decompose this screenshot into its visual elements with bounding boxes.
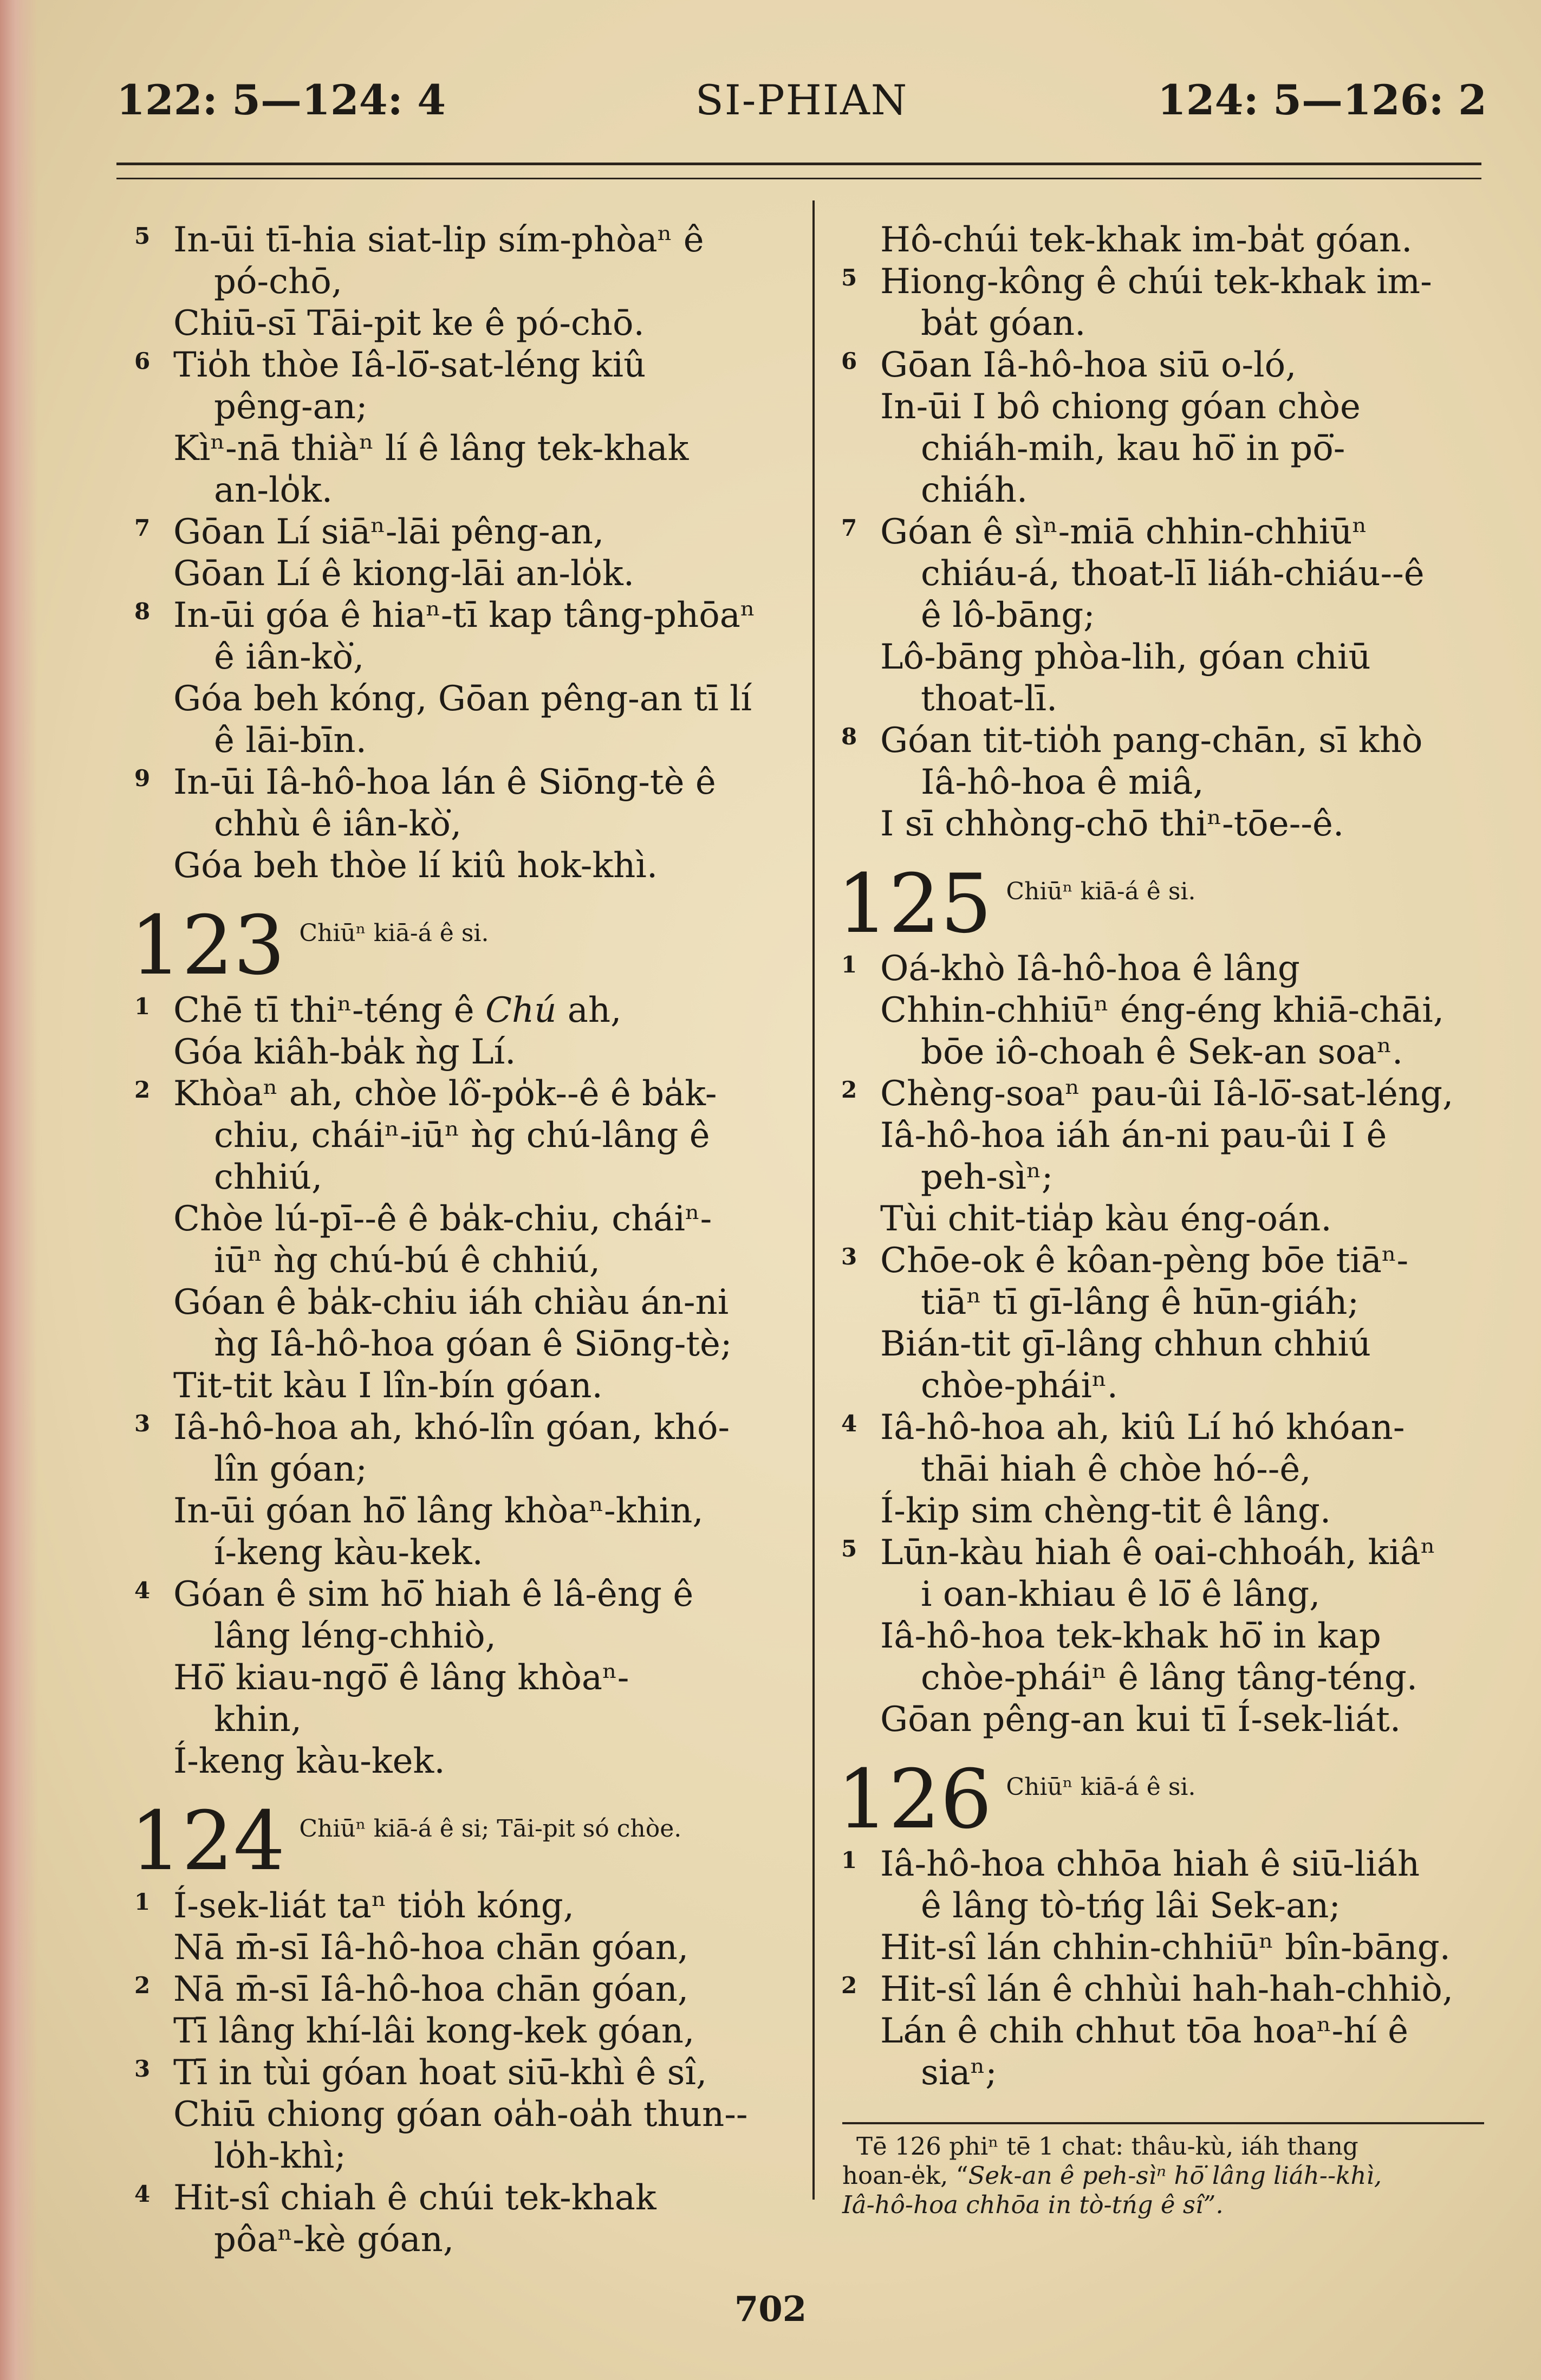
verse-line: pôaⁿ-kè góan, — [214, 2220, 454, 2260]
verse-line: chiáh-mih, kau hō͘ in pō͘- — [921, 429, 1345, 469]
verse-line: chhù ê iân-kò͘, — [214, 804, 462, 844]
verse-line: i oan-khiau ê lō͘ ê lâng, — [921, 1574, 1321, 1614]
verse-number: 7 — [841, 515, 857, 541]
verse-number: 2 — [134, 1972, 151, 1999]
footnote-text-italic: Sek-an ê peh-sìⁿ hō͘ lâng liáh--khì, — [968, 2161, 1382, 2190]
page-header — [116, 76, 1487, 135]
psalm-number: 123 — [130, 899, 285, 993]
verse-line: Góa beh thòe lí kiû hok-khì. — [173, 846, 658, 886]
verse — [831, 1969, 1498, 2094]
verse-line: Góa beh kóng, Gōan pêng-an tī lí — [173, 679, 752, 719]
verse-line: lâng léng-chhiò, — [214, 1616, 496, 1656]
verse-line: Tio̍h thòe Iâ-lō͘-sat-léng kiû — [173, 345, 646, 385]
verse-number: 3 — [134, 2055, 151, 2082]
verse-line: chhiú, — [214, 1157, 323, 1197]
verse-line: chòe-pháiⁿ ê lâng tâng-téng. — [921, 1658, 1418, 1698]
psalm-heading — [125, 1794, 794, 1889]
verse-line: Í-sek-liát taⁿ tio̍h kóng, — [173, 1886, 575, 1926]
verse-text-italic: Chú — [485, 990, 557, 1030]
verse-line: an-lo̍k. — [214, 470, 333, 510]
footnote-text: hoan-e̍k, “ — [842, 2161, 968, 2190]
psalm-heading — [831, 1753, 1498, 1847]
verse — [125, 1574, 794, 1782]
verse — [125, 2052, 794, 2177]
verse-number: 6 — [841, 348, 857, 374]
verse-line: lîn góan; — [214, 1449, 367, 1489]
right-column — [831, 219, 1498, 2220]
verse-line: Nā m̄-sī Iâ-hô-hoa chān góan, — [173, 1928, 689, 1968]
verse — [831, 1073, 1498, 1240]
verse-line: Góa kiâh-ba̍k ǹg Lí. — [173, 1032, 516, 1072]
verse-line: í-keng kàu-kek. — [214, 1533, 483, 1573]
psalm-superscription: Chiūⁿ kiā-á ê si. — [1006, 1773, 1196, 1801]
verse — [831, 261, 1498, 345]
verse-line: Hiong-kông ê chúi tek-khak im- — [880, 262, 1432, 302]
psalm-superscription: Chiūⁿ kiā-á ê si; Tāi-pit só chòe. — [299, 1815, 682, 1843]
verse-line: chiáu-á, thoat-lī liáh-chiáu--ê — [921, 554, 1425, 594]
verse-line: Góan tit-tio̍h pang-chān, sī khò — [880, 721, 1423, 761]
verse-line: peh-sìⁿ; — [921, 1157, 1054, 1197]
verse — [831, 1240, 1498, 1407]
verse-line: siaⁿ; — [921, 2053, 997, 2093]
verse-line: Lô-bāng phòa-lih, góan chiū — [880, 637, 1371, 677]
verse — [831, 948, 1498, 1073]
verse-line: Tùi chit-tia̍p kàu éng-oán. — [880, 1199, 1332, 1239]
verse-line: I sī chhòng-chō thiⁿ-tōe--ê. — [880, 804, 1344, 844]
footnote-text-italic: Iâ-hô-hoa chhōa in tò-tńg ê sî”. — [842, 2190, 1224, 2219]
verse-line: Khòaⁿ ah, chòe lô͘-po̍k--ê ê ba̍k- — [173, 1074, 717, 1114]
verse-number: 4 — [134, 1577, 151, 1604]
verse-number: 5 — [841, 264, 857, 291]
psalm-superscription: Chiūⁿ kiā-á ê si. — [1006, 878, 1196, 905]
verse — [125, 990, 794, 1073]
verse-number: 5 — [134, 223, 151, 249]
verse-number: 7 — [134, 515, 151, 541]
left-column — [125, 219, 794, 2261]
verse — [831, 345, 1498, 511]
verse-line: Kìⁿ-nā thiàⁿ lí ê lâng tek-khak — [173, 429, 689, 469]
verse-line: Gōan Lí siāⁿ-lāi pêng-an, — [173, 512, 604, 552]
verse — [831, 1844, 1498, 1969]
header-range-right: 124: 5—126: 2 — [1157, 76, 1487, 124]
verse-line: Tī lâng khí-lâi kong-kek góan, — [173, 2011, 695, 2051]
verse-line: bōe iô-choah ê Sek-an soaⁿ. — [921, 1032, 1403, 1072]
verse-line: iūⁿ ǹg chú-bú ê chhiú, — [214, 1241, 601, 1281]
verse-line: Bián-tit gī-lâng chhun chhiú — [880, 1324, 1371, 1364]
verse-line: thāi hiah ê chòe hó--ê, — [921, 1449, 1311, 1489]
verse-line: ǹg Iâ-hô-hoa góan ê Siōng-tè; — [214, 1324, 732, 1364]
verse — [125, 2177, 794, 2261]
verse-line: Í-kip sim chèng-tit ê lâng. — [880, 1491, 1331, 1531]
verse-number: 2 — [841, 1076, 857, 1103]
header-rule — [116, 178, 1481, 179]
verse-line: Tī in tùi góan hoat siū-khì ê sî, — [173, 2053, 707, 2093]
verse-line: pó-chō, — [214, 262, 343, 302]
verse-text: ah, — [556, 990, 622, 1030]
verse-number: 8 — [134, 598, 151, 625]
verse — [831, 1532, 1498, 1741]
verse-line: Í-keng kàu-kek. — [173, 1741, 445, 1781]
verse-line: Chōe-ok ê kôan-pèng bōe tiāⁿ- — [880, 1241, 1409, 1281]
verse-line: Hit-sî lán ê chhùi hah-hah-chhiò, — [880, 1969, 1454, 2009]
verse-line: In-ūi tī-hia siat-lip sím-phòaⁿ ê — [173, 220, 704, 260]
header-rule — [116, 163, 1481, 165]
psalm-number: 125 — [837, 857, 992, 951]
verse-line: ê lāi-bīn. — [214, 721, 367, 761]
psalm-number: 124 — [130, 1794, 285, 1889]
verse-line: thoat-lī. — [921, 679, 1058, 719]
verse-number: 2 — [134, 1076, 151, 1103]
verse-line: pêng-an; — [214, 387, 368, 427]
psalm-number: 126 — [837, 1753, 992, 1847]
verse-line: Iâ-hô-hoa tek-khak hō͘ in kap — [880, 1616, 1381, 1656]
verse-number: 3 — [841, 1243, 857, 1270]
verse-line: Chiū-sī Tāi-pit ke ê pó-chō. — [173, 303, 645, 343]
footnote — [842, 2132, 1487, 2220]
verse — [125, 762, 794, 887]
verse — [125, 1969, 794, 2052]
verse-number: 1 — [134, 993, 151, 1020]
verse-number: 2 — [841, 1972, 857, 1999]
footnote-line — [842, 2161, 1487, 2190]
worn-page-edge — [0, 0, 38, 2380]
verse-line: In-ūi Iâ-hô-hoa lán ê Siōng-tè ê — [173, 762, 716, 802]
verse — [125, 345, 794, 511]
verse — [125, 219, 794, 345]
verse-line: lo̍h-khì; — [214, 2136, 346, 2176]
column-divider — [812, 200, 815, 2200]
verse-line: Tit-tit kàu I lîn-bín góan. — [173, 1366, 603, 1406]
verse-line: Chiū chiong góan oa̍h-oa̍h thun-- — [173, 2094, 748, 2135]
verse-line: chiáh. — [921, 470, 1028, 510]
verse-line: Góan ê ba̍k-chiu iáh chiàu án-ni — [173, 1282, 729, 1322]
verse-line: Góan ê sìⁿ-miā chhin-chhiūⁿ — [880, 512, 1368, 552]
verse-number: 1 — [134, 1889, 151, 1915]
verse-line: In-ūi góa ê hiaⁿ-tī kap tâng-phōaⁿ — [173, 595, 756, 635]
verse-line: Iâ-hô-hoa ê miâ, — [921, 762, 1204, 802]
verse — [831, 219, 1498, 261]
verse — [831, 720, 1498, 845]
verse-number: 6 — [134, 348, 151, 374]
verse-line: Iâ-hô-hoa ah, khó-lîn góan, khó- — [173, 1408, 730, 1448]
footnote-line — [842, 2190, 1487, 2220]
verse-line: Lūn-kàu hiah ê oai-chhoáh, kiâⁿ — [880, 1533, 1436, 1573]
header-title: SI-PHIAN — [695, 76, 908, 124]
verse — [125, 511, 794, 595]
verse — [831, 1407, 1498, 1532]
verse-line: Lán ê chih chhut tōa hoaⁿ-hí ê — [880, 2011, 1408, 2051]
verse-line: Iâ-hô-hoa ah, kiû Lí hó khóan- — [880, 1408, 1405, 1448]
verse-line: Chòe lú-pī--ê ê ba̍k-chiu, cháiⁿ- — [173, 1199, 712, 1239]
header-range-left: 122: 5—124: 4 — [116, 76, 446, 124]
verse-line: Iâ-hô-hoa iáh án-ni pau-ûi I ê — [880, 1116, 1387, 1156]
verse-line: In-ūi I bô chiong góan chòe — [880, 387, 1361, 427]
verse-line: Gōan pêng-an kui tī Í-sek-liát. — [880, 1700, 1401, 1740]
verse-line: chòe-pháiⁿ. — [921, 1366, 1118, 1406]
verse — [125, 1407, 794, 1574]
verse-line: ê iân-kò͘, — [214, 637, 365, 677]
verse-line: Nā m̄-sī Iâ-hô-hoa chān góan, — [173, 1969, 689, 2009]
psalm-heading — [831, 857, 1498, 951]
verse — [125, 595, 794, 762]
verse-line: Chhin-chhiūⁿ éng-éng khiā-chāi, — [880, 990, 1445, 1030]
footnote-line: Tē 126 phiⁿ tē 1 chat: thâu-kù, iáh thang — [856, 2132, 1358, 2161]
verse-number: 4 — [134, 2181, 151, 2207]
verse-line: Góan ê sim hō͘ hiah ê lâ-êng ê — [173, 1574, 694, 1614]
footnote-rule — [842, 2122, 1484, 2124]
psalm-superscription: Chiūⁿ kiā-á ê si. — [299, 919, 489, 947]
verse-number: 4 — [841, 1410, 857, 1437]
verse-number: 1 — [841, 951, 857, 978]
page-number: 702 — [734, 2289, 807, 2330]
verse-line: khin, — [214, 1700, 302, 1740]
verse-line: ê lâng tò-tńg lâi Sek-an; — [921, 1886, 1341, 1926]
verse — [125, 1073, 794, 1407]
verse-line: Hô-chúi tek-khak im-ba̍t góan. — [880, 220, 1413, 260]
verse — [831, 511, 1498, 720]
verse-line: Iâ-hô-hoa chhōa hiah ê siū-liáh — [880, 1844, 1420, 1884]
verse-line: Gōan Lí ê kiong-lāi an-lo̍k. — [173, 554, 635, 594]
verse-line: Oá-khò Iâ-hô-hoa ê lâng — [880, 949, 1300, 989]
verse-line — [125, 990, 794, 1032]
verse-number: 8 — [841, 723, 857, 750]
verse-text: Chē tī thiⁿ-téng ê — [173, 990, 485, 1030]
verse-line: Hit-sî chiah ê chúi tek-khak — [173, 2178, 656, 2218]
verse-line: Hit-sî lán chhin-chhiūⁿ bîn-bāng. — [880, 1928, 1451, 1968]
verse-line: Chèng-soaⁿ pau-ûi Iâ-lō͘-sat-léng, — [880, 1074, 1454, 1114]
verse-line: Hō͘ kiau-ngō͘ ê lâng khòaⁿ- — [173, 1658, 629, 1698]
psalm-heading — [125, 899, 794, 993]
verse-number: 5 — [841, 1535, 857, 1562]
verse-number: 9 — [134, 765, 151, 792]
verse-number: 3 — [134, 1410, 151, 1437]
verse-line: Gōan Iâ-hô-hoa siū o-ló, — [880, 345, 1297, 385]
verse-line: ba̍t góan. — [921, 303, 1086, 343]
verse-line: tiāⁿ tī gī-lâng ê hūn-giáh; — [921, 1282, 1359, 1322]
verse-line: chiu, cháiⁿ-iūⁿ ǹg chú-lâng ê — [214, 1116, 710, 1156]
verse — [125, 1885, 794, 1969]
verse-number: 1 — [841, 1847, 857, 1873]
verse-line: ê lô-bāng; — [921, 595, 1095, 635]
verse-line: In-ūi góan hō͘ lâng khòaⁿ-khin, — [173, 1491, 704, 1531]
